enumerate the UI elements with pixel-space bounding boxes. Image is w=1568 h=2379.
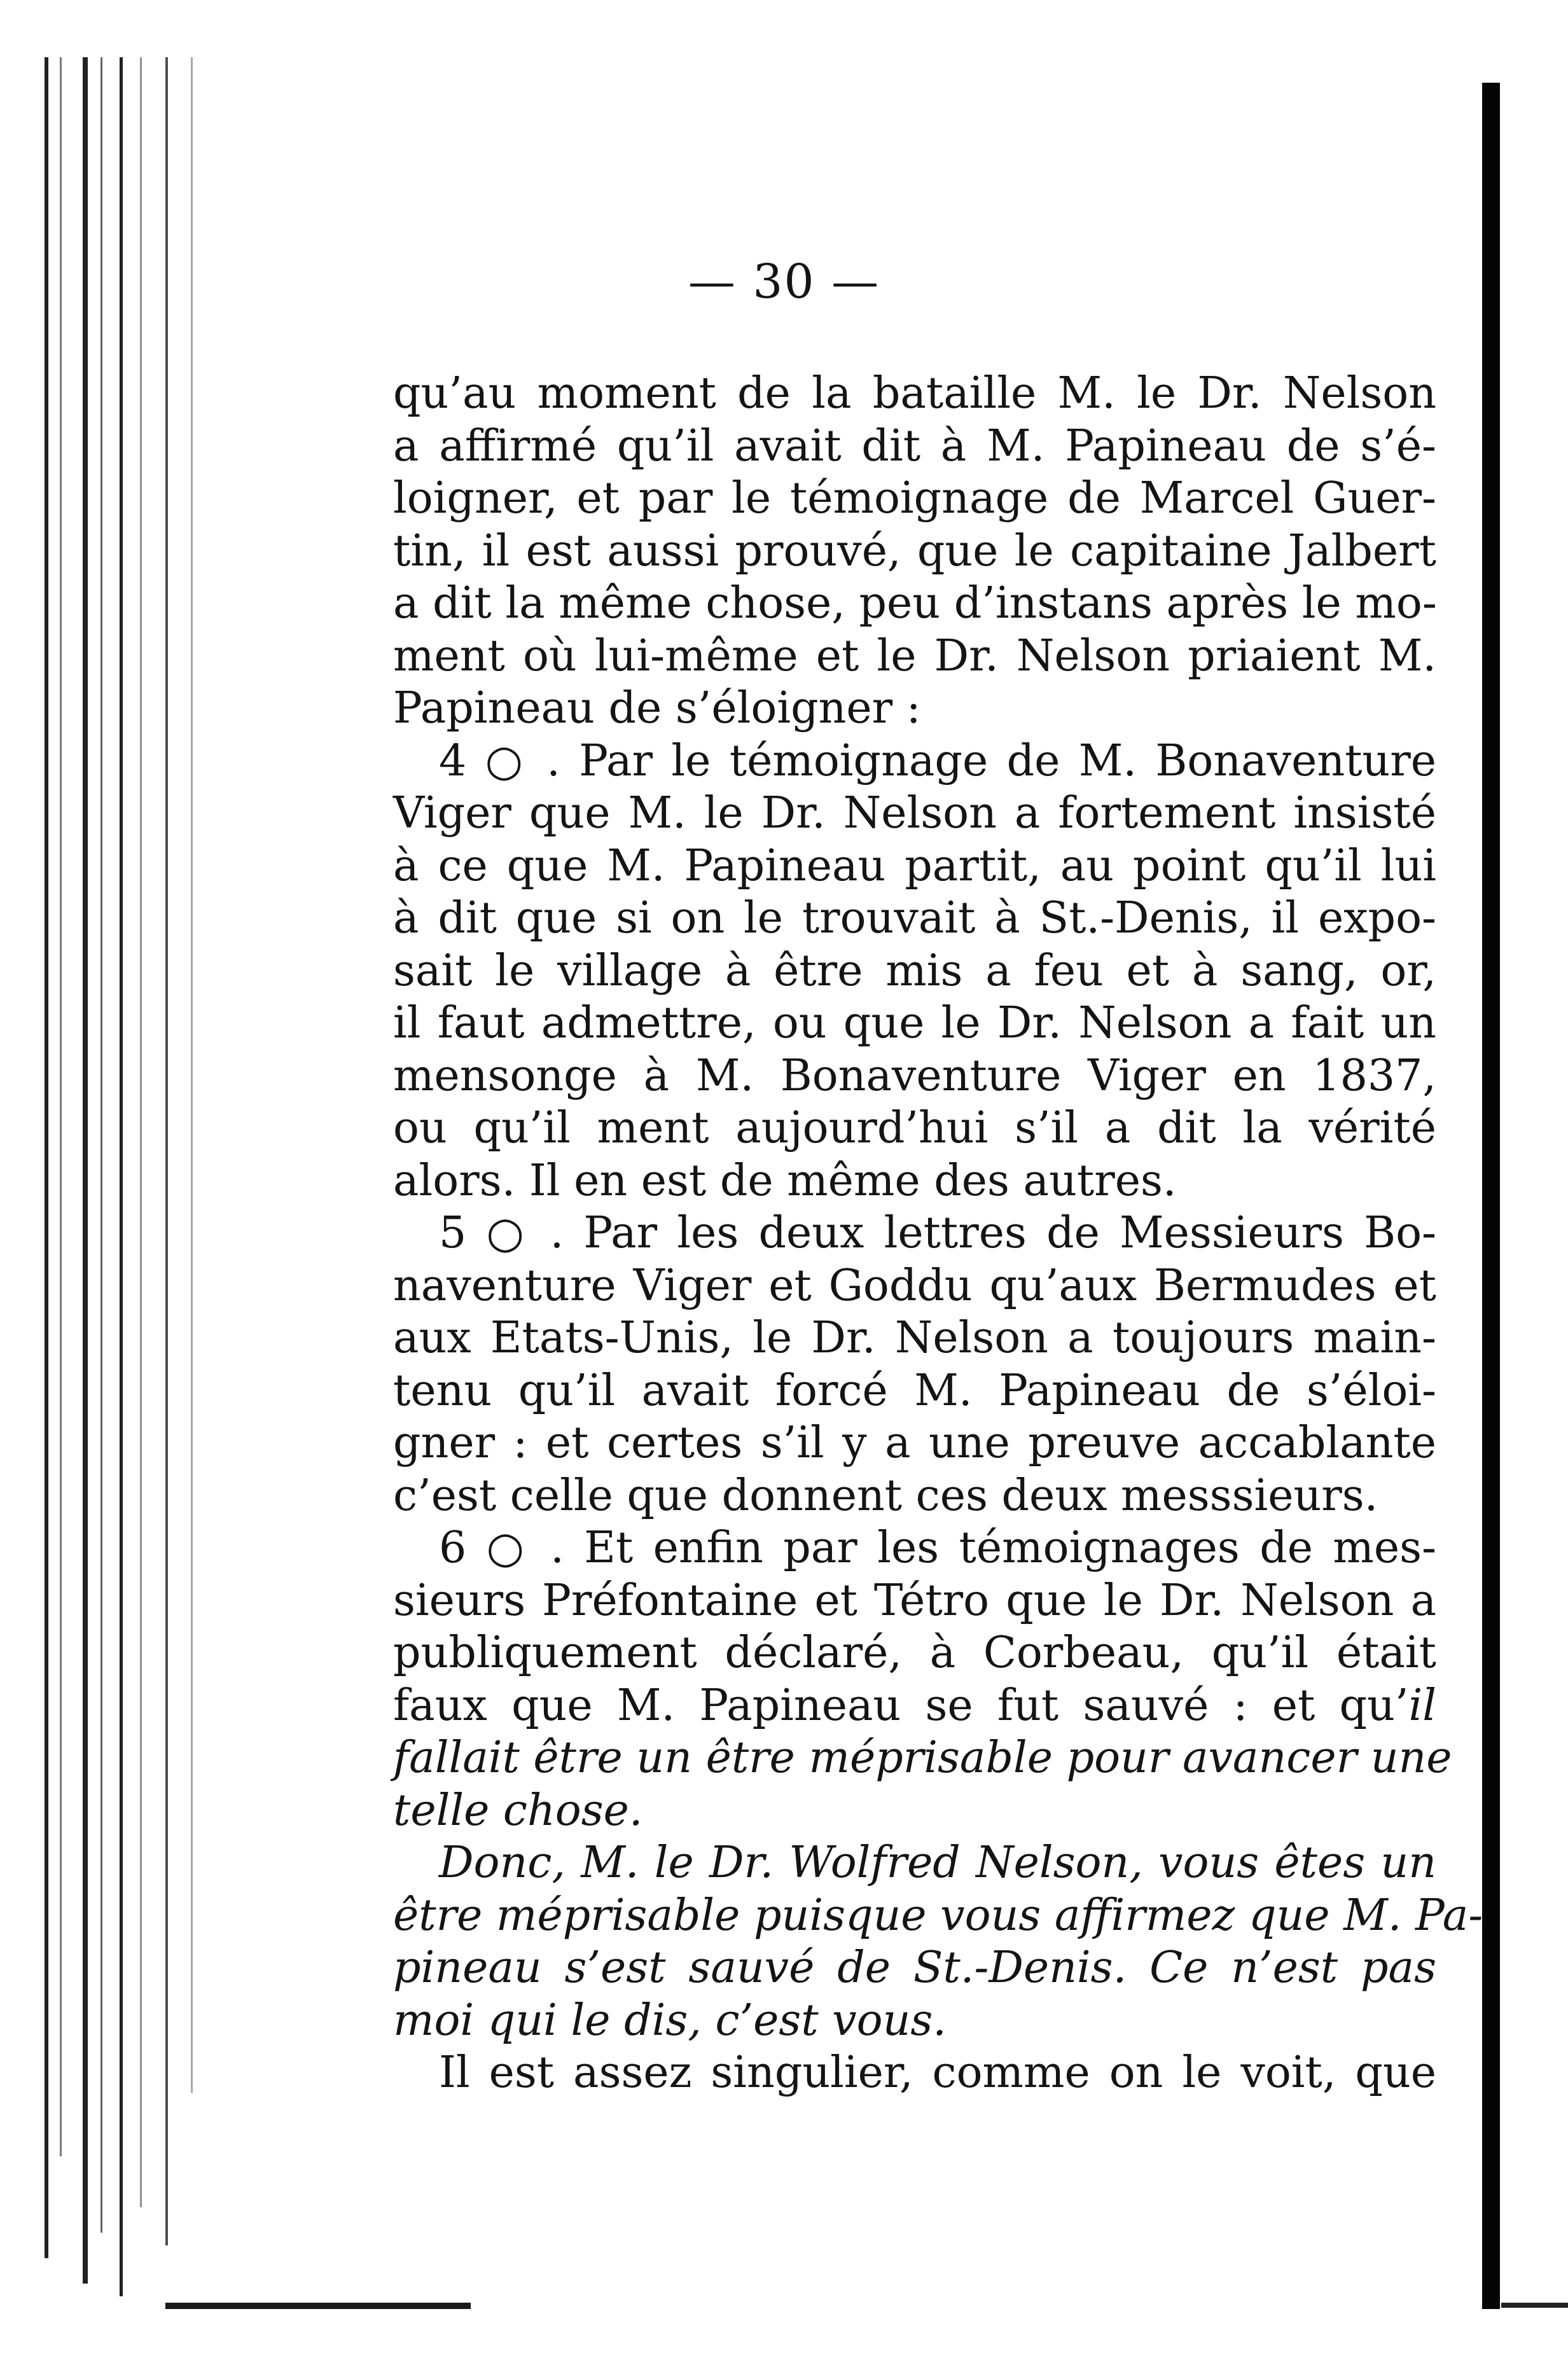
text-line [393, 1890, 1483, 1943]
text-line-roman: qu’au moment de la bataille M. le Dr. Nelson [393, 368, 1436, 419]
text-line [393, 1417, 1436, 1470]
text-line-roman: sieurs Préfontaine et Tétro que le Dr. Nelson a [393, 1575, 1436, 1626]
text-line [393, 735, 1436, 788]
text-line-roman: à ce que M. Papineau partit, au point qu’il lui [393, 840, 1436, 891]
text-line [393, 368, 1436, 420]
text-line [393, 683, 1436, 735]
text-line [393, 1207, 1436, 1260]
text-line-roman: 4 ○ . Par le témoignage de M. Bonaventure [439, 735, 1436, 786]
text-line-roman: Il est assez singulier, comme on le voit, que [439, 2048, 1436, 2098]
text-line-roman: 6 ○ . Et enfin par les témoignages de mes- [439, 1523, 1436, 1573]
text-line-roman: ment où lui-même et le Dr. Nelson priaient M. [393, 630, 1436, 681]
text-line-roman: a affirmé qu’il avait dit à M. Papineau de s’é- [393, 420, 1436, 471]
text-line-italic: il [1408, 1680, 1436, 1731]
text-line-roman: sait le village à être mis a feu et à sang, or, [393, 945, 1436, 996]
text-line-roman: tin, il est aussi prouvé, que le capitaine Jalbert [393, 525, 1436, 576]
text-line [393, 1102, 1436, 1155]
text-line-roman: mensonge à M. Bonaventure Viger en 1837, [393, 1050, 1436, 1101]
text-line-roman: tenu qu’il avait forcé M. Papineau de s’éloi- [393, 1365, 1436, 1416]
bottom-rule [165, 2303, 471, 2309]
text-line-roman: a dit la même chose, peu d’instans après le mo- [393, 578, 1437, 628]
page-number: — 30 — [688, 254, 880, 309]
text-line [393, 892, 1436, 945]
text-line [393, 473, 1436, 525]
text-line [393, 578, 1436, 630]
text-line [393, 1785, 1436, 1838]
text-line [393, 420, 1436, 473]
text-line [393, 1680, 1436, 1733]
binding-gutter [38, 57, 204, 2296]
text-line-italic: moi qui le dis, c’est vous. [393, 1995, 947, 2046]
text-line [393, 1155, 1436, 1208]
text-line [393, 997, 1436, 1050]
text-line-italic: fallait être un être méprisable pour avancer une [393, 1733, 1452, 1783]
text-line-roman: Papineau de s’éloigner : [393, 683, 921, 733]
text-line-roman: alors. Il en est de même des autres. [393, 1155, 1177, 1206]
text-line [393, 1312, 1436, 1365]
text-line [393, 1470, 1436, 1523]
corner-mark [1501, 2303, 1568, 2308]
text-line [393, 630, 1436, 683]
text-line [393, 1942, 1436, 1995]
text-line [393, 1627, 1436, 1680]
text-line-roman: ou qu’il ment aujourd’hui s’il a dit la vérité [393, 1103, 1436, 1153]
text-line [393, 1050, 1436, 1103]
text-line-roman: à dit que si on le trouvait à St.-Denis, il expo- [393, 893, 1436, 943]
text-line-roman: il faut admettre, ou que le Dr. Nelson a fait un [393, 998, 1436, 1048]
text-line [393, 1732, 1452, 1785]
text-line [393, 1522, 1436, 1575]
right-edge-bar [1482, 83, 1500, 2309]
text-line-roman: naventure Viger et Goddu qu’aux Bermudes et [393, 1260, 1436, 1311]
text-line [393, 840, 1436, 893]
text-line [393, 1260, 1436, 1313]
text-line-italic: telle chose. [393, 1785, 643, 1836]
text-line-roman: loigner, et par le témoignage de Marcel Guer- [393, 473, 1436, 524]
text-line-roman: aux Etats-Unis, le Dr. Nelson a toujours main- [393, 1313, 1436, 1363]
text-line [393, 1995, 1436, 2048]
text-line-roman: publiquement déclaré, à Corbeau, qu’il était [393, 1628, 1436, 1678]
text-line [393, 2047, 1436, 2100]
text-line-roman: gner : et certes s’il y a une preuve accablante [393, 1418, 1436, 1468]
text-line [393, 1575, 1436, 1628]
text-line-roman: 5 ○ . Par les deux lettres de Messieurs Bo- [439, 1208, 1436, 1258]
body-text [393, 368, 1483, 2100]
text-line-roman: c’est celle que donnent ces deux messsieurs. [393, 1470, 1378, 1521]
text-line-roman: Viger que M. le Dr. Nelson a fortement insisté [393, 788, 1436, 838]
text-line [393, 1837, 1436, 1890]
text-line-italic: Donc, M. le Dr. Wolfred Nelson, vous êtes un [439, 1838, 1436, 1888]
text-line-roman: faux que M. Papineau se fut sauvé : et qu’ [393, 1680, 1409, 1731]
text-line [393, 945, 1436, 998]
text-line-italic: pineau s’est sauvé de St.-Denis. Ce n’est pas [393, 1943, 1436, 1993]
text-line-italic: être méprisable puisque vous affirmez que M. Pa- [393, 1890, 1483, 1941]
text-line [393, 787, 1436, 840]
text-line [393, 525, 1436, 578]
text-line [393, 1365, 1436, 1418]
